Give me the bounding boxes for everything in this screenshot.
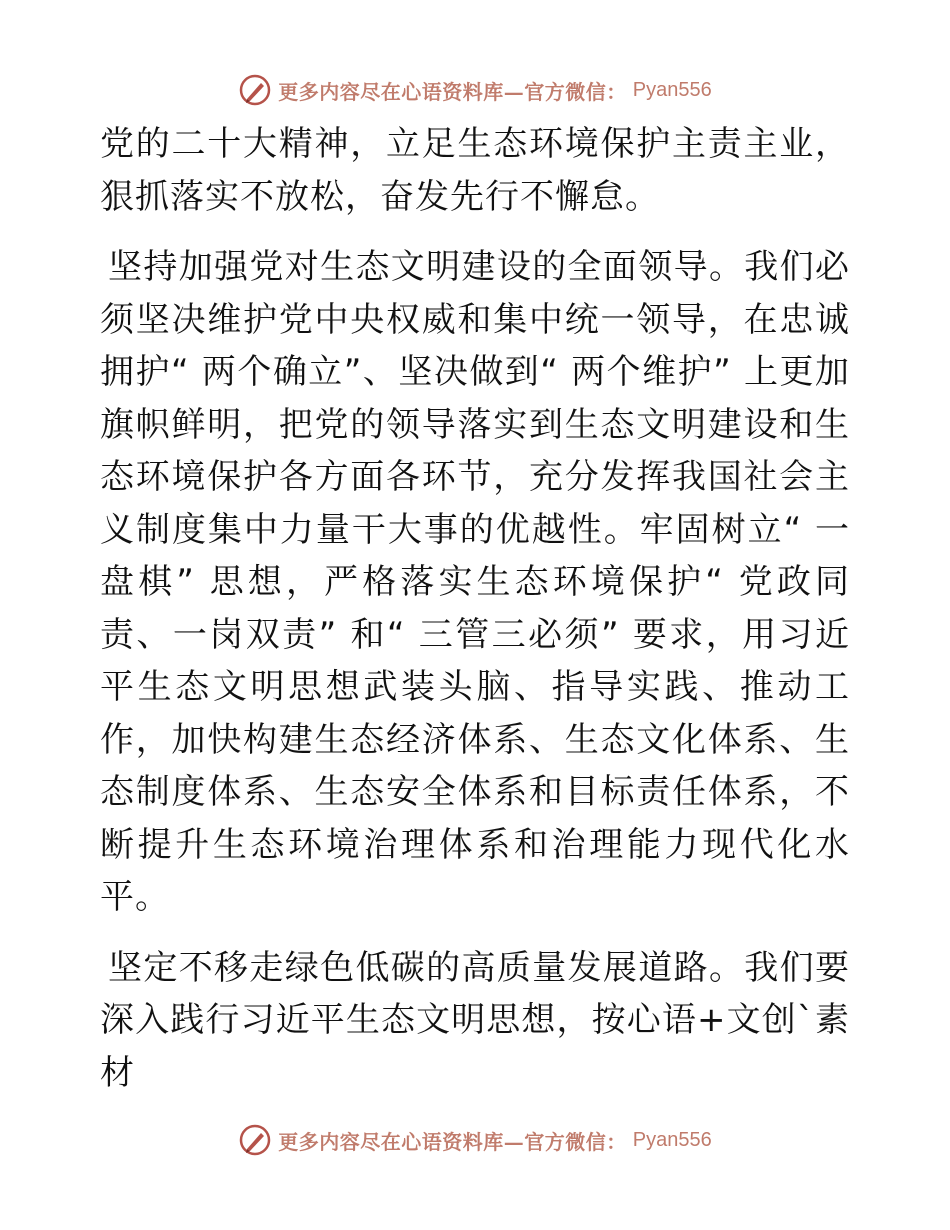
- watermark-contact: Pyan556: [632, 78, 712, 101]
- header-watermark: [0, 70, 950, 110]
- pen-logo-icon: [238, 1123, 272, 1157]
- document-body: [100, 118, 850, 1099]
- paragraph: 坚持加强党对生态文明建设的全面领导。我们必须坚决维护党中央权威和集中统一领导，在忠诚拥护“ 两个确立”、坚决做到“ 两个维护” 上更加旗帜鲜明，把党的领导落实到生态文明建设和生态环境保护各方面各环节，充分发挥我国社会主义制度集中力量干大事的优越性。牢固树立“ 一盘棋” 思想，严格落实生态环境保护“ 党政同责、一岗双责” 和“ 三管三必须” 要求，用习近平生态文明思想武装头脑、指导实践、推动工作，加快构建生态经济体系、生态文化体系、生态制度体系、生态安全体系和目标责任体系，不断提升生态环境治理体系和治理能力现代化水平。: [100, 247, 850, 917]
- watermark-contact: Pyan556: [632, 1128, 712, 1151]
- footer-watermark: [0, 1120, 950, 1160]
- watermark-text: 更多内容尽在心语资料库—官方微信：: [278, 1129, 627, 1154]
- paragraph: 党的二十大精神，立足生态环境保护主责主业，狠抓落实不放松，奋发先行不懈怠。: [100, 124, 850, 217]
- pen-logo-icon: [238, 73, 272, 107]
- paragraph: 坚定不移走绿色低碳的高质量发展道路。我们要深入践行习近平生态文明思想，按心语+文创`素材: [100, 947, 850, 1093]
- watermark-text: 更多内容尽在心语资料库—官方微信：: [278, 79, 627, 104]
